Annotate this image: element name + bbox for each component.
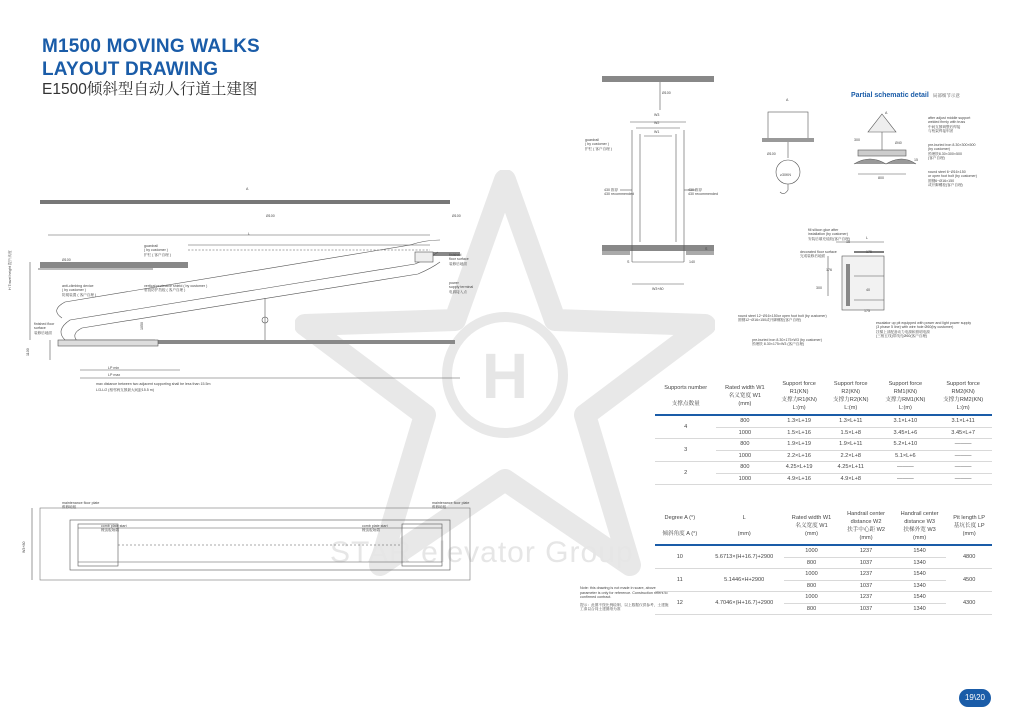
table-cell: ———	[877, 462, 935, 474]
partial-detail-drawing	[852, 106, 918, 182]
table-header-cell: L (mm)	[705, 508, 784, 545]
table-cell: 4.9×L+8	[825, 473, 877, 485]
section-guardrail: guardrail ( by customer ) 护栏 ( 客户自理 )	[585, 138, 612, 151]
table-cell: 1000	[716, 450, 773, 462]
detail-dim-800: 800	[878, 176, 884, 180]
table-header-cell: Support force RM2(KN) 支撑力RM2(KN) L:(m)	[934, 378, 992, 415]
finished-floor-left: finished floor surface 装修后地面	[34, 322, 55, 335]
note-en: Note: this drawing is not made in scare, above parameter is only for reference. Construction refers to confirmed contract.	[580, 586, 668, 600]
maintenance-plate-left: maintenance floor plate 维修地板	[62, 501, 100, 510]
table-cell: 1340	[893, 580, 947, 592]
section-w3: W3	[654, 113, 660, 117]
table-cell: 800	[716, 439, 773, 451]
table-cell: ———	[934, 439, 992, 451]
table-cell: 1237	[839, 569, 893, 581]
table-cell: 1.3×L+11	[825, 415, 877, 427]
table-cell: 1000	[716, 473, 773, 485]
section-w3-plus-80: W3+80	[652, 287, 664, 291]
table-cell: 1037	[839, 603, 893, 615]
detail-dim-300b: 300	[816, 286, 822, 290]
table-cell: 3.1×L+10	[877, 415, 935, 427]
detail-dim-176: 176	[826, 268, 832, 272]
detail-decorated-floor: decorated floor surface 完成装修后地面	[800, 250, 837, 259]
table-cell: 1000	[784, 569, 840, 581]
table-cell: 5.1×L+6	[877, 450, 935, 462]
max-distance-note-cn: L/3-L/2 (相邻两支撑最大间距15.5 m)	[96, 388, 154, 392]
table-cell: 4.7046×(H+16.7)+2900	[705, 592, 784, 615]
table-cell: 2.2×L+16	[773, 450, 825, 462]
table-header-cell: Support force R2(KN) 支撑力R2(KN) L:(m)	[825, 378, 877, 415]
table-cell: 4.25×L+11	[825, 462, 877, 474]
dim-phi100-side-a: Ø100	[266, 214, 275, 218]
table-cell: 2	[655, 462, 716, 485]
degree-table	[655, 508, 992, 615]
detail-round-steel: round steel 6~Ø16×150 or open foot bolt (by customer) 圆钢6~Ø16×150 或开脚螺栓(客户自理)	[928, 170, 977, 188]
detail-dim-top-2: L	[866, 236, 868, 240]
table-cell: 2.2×L+8	[825, 450, 877, 462]
detail-after-adjust: after adjust middle support welded firmly with truss 中间支撑调整后焊接 与桁架焊接牢固	[928, 116, 971, 134]
subtitle: E1500倾斜型自动人行道土建图	[42, 81, 258, 98]
table-cell: 4.25×L+19	[773, 462, 825, 474]
table-row	[655, 545, 992, 557]
page-number: 19\20	[959, 689, 991, 707]
table-cell: 1340	[893, 603, 947, 615]
table-cell: 1540	[893, 592, 947, 604]
table-cell: 800	[784, 603, 840, 615]
table-cell: 800	[784, 557, 840, 569]
table-cell: 1237	[839, 545, 893, 557]
hook-label-a: A	[786, 98, 789, 102]
detail-pre-buried-iron: pre-buried iron 8.30×175×W3 (by customer) 预埋铁 8.30×175×W3 (客户自理)	[752, 338, 822, 347]
table-cell: 3.1×L+11	[934, 415, 992, 427]
support-force-table	[655, 378, 992, 485]
dim-1050: 1050	[140, 322, 144, 330]
section-w1: W1	[654, 130, 660, 134]
detail-pre-buried-steel: pre-buried iron 8.30×300×500 (by customer) 预埋铁8.30×300×500 (客户自理)	[928, 143, 976, 161]
note-cn: 提示：此图不按比例绘制，以上数据仅供参考，土建施工请以合同土建图纸为准	[580, 602, 669, 612]
table-header-cell: Support force R1(KN) 支撑力R1(KN) L:(m)	[773, 378, 825, 415]
table-header-cell: Support force RM1(KN) 支撑力RM1(KN) L:(m)	[877, 378, 935, 415]
plan-view-drawing	[20, 498, 475, 590]
table-cell: 1.3×L+19	[773, 415, 825, 427]
section-dim-s2: S	[705, 247, 708, 251]
table-cell: 1540	[893, 569, 947, 581]
detail-dim-top-1: 15	[846, 240, 850, 244]
partial-detail-title: Partial schematic detail 局部细节示意	[851, 92, 960, 99]
table-cell: 3.45×L+7	[934, 427, 992, 439]
dim-L: L	[248, 232, 250, 236]
power-supply: power supply terminal 电源接入点	[449, 281, 474, 294]
table-row	[655, 415, 992, 427]
detail-dim-300: 300	[854, 138, 860, 142]
table-cell: 1.9×L+11	[825, 439, 877, 451]
comb-plate-right: comb plate start 梳齿板始端	[362, 524, 388, 533]
maintenance-plate-right: maintenance floor plate 维修地板	[432, 501, 470, 510]
table-cell: 12	[655, 592, 705, 615]
table-cell: 4300	[946, 592, 992, 615]
watermark-letter: H	[481, 340, 529, 412]
table-cell: 1.5×L+16	[773, 427, 825, 439]
section-phi100: Ø100	[662, 91, 671, 95]
detail-dim-40: 40	[866, 288, 870, 292]
table-cell: 11	[655, 569, 705, 592]
table-cell: 4.9×L+16	[773, 473, 825, 485]
dim-lp-max: LP max	[108, 373, 121, 377]
drawing-note	[580, 586, 672, 612]
plan-w3-plus-80: W3+80	[22, 541, 26, 553]
dim-phi100-side-b: Ø100	[452, 214, 461, 218]
guardrail-label-side: guardrail ( by customer ) 护栏 ( 客户自理 )	[144, 244, 171, 257]
dim-1100: 1100	[26, 348, 30, 356]
detail-label-a: A	[885, 111, 888, 115]
table-cell: 1037	[839, 557, 893, 569]
max-distance-note: max distance between two adjacent supporting shall be less than 15.5m	[96, 382, 211, 386]
section-rec-430-left: 430 推荐 430 recommended	[604, 188, 634, 197]
table-cell: ———	[877, 473, 935, 485]
table-cell: 5.1446×H+2900	[705, 569, 784, 592]
section-w2: W2	[654, 121, 660, 125]
watermark-text: STAR elevator Group	[330, 536, 634, 569]
table-header-cell: Degree A (°) 倾斜角度 A (°)	[655, 508, 705, 545]
detail-dim-175: 175	[866, 250, 872, 254]
table-cell: 3	[655, 439, 716, 462]
detail-dim-phi: Ø40	[895, 141, 902, 145]
table-cell: ———	[934, 450, 992, 462]
table-cell: 1037	[839, 580, 893, 592]
vertical-shield: vertical protective shield ( by customer ) 垂直防护挡板 ( 客户自理 )	[144, 284, 208, 293]
table-cell: 5.2×L+10	[877, 439, 935, 451]
table-cell: 800	[784, 580, 840, 592]
finished-floor-right: finished floor surface 装修后地面	[449, 253, 469, 266]
section-dim-s: S	[627, 260, 630, 264]
table-cell: 4	[655, 415, 716, 439]
table-cell: 800	[716, 462, 773, 474]
table-cell: 10	[655, 545, 705, 569]
table-cell: 1000	[716, 427, 773, 439]
table-row	[655, 569, 992, 581]
table-header-cell: Supports number 支撑点数量	[655, 378, 716, 415]
table-cell: 1237	[839, 592, 893, 604]
table-cell: 5.6713×(H+16.7)+2900	[705, 545, 784, 569]
table-row	[655, 462, 992, 474]
table-row	[655, 592, 992, 604]
table-cell: 800	[716, 415, 773, 427]
table-header-cell: Rated width W1 名义宽度 W1 (mm)	[716, 378, 773, 415]
table-cell: 1000	[784, 545, 840, 557]
title-line-1: M1500 MOVING WALKS	[42, 36, 260, 57]
detail-dim-15: 15	[914, 158, 918, 162]
detail-fill-silicon: fill silicon glue after installation (by customer) 安装后填充硅胶(客户自理)	[808, 228, 850, 241]
table-cell: 1.9×L+19	[773, 439, 825, 451]
table-cell: 4500	[946, 569, 992, 592]
table-cell: 1340	[893, 557, 947, 569]
section-dim-140: 140	[689, 260, 695, 264]
hook-view-drawing	[760, 102, 815, 200]
table-cell: 1.5×L+8	[825, 427, 877, 439]
table-row	[655, 439, 992, 451]
table-cell: 1540	[893, 545, 947, 557]
detail-dim-175b: 175	[864, 309, 870, 313]
comb-plate-left: comb plate start 梳齿板始端	[101, 524, 127, 533]
table-header-cell: Handrail center distance W2 扶手中心距 W2 (mm)	[839, 508, 893, 545]
detail-escalator-pit: escalator up pit equipped with power and light power supply (3 phase 5 line) with wire hole Ø60(by customer) 扶梯上部配备动力电源和照明电源 (三相五线)带线孔Ø60(客户自理)	[876, 321, 972, 339]
table-cell: 3.45×L+6	[877, 427, 935, 439]
phi100-left: Ø100	[62, 258, 71, 262]
travel-height: H Travel height 提升高度	[8, 250, 12, 290]
detail-round-steel-2: round steel 12~Ø16×150or open foot bolt (by customer) 圆钢12~Ø16×150或开脚螺栓(客户自理)	[738, 314, 827, 323]
table-cell: 4800	[946, 545, 992, 569]
table-header-cell: Rated width W1 名义宽度 W1 (mm)	[784, 508, 840, 545]
title-line-2: LAYOUT DRAWING	[42, 59, 219, 80]
hook-load: ≥30KN	[780, 173, 791, 177]
hook-phi100: Ø100	[767, 152, 776, 156]
table-cell: 1000	[784, 592, 840, 604]
dim-lp-min: LP min	[108, 366, 120, 370]
table-header-cell: Pit length LP 基坑长度 LP (mm)	[946, 508, 992, 545]
anti-climbing: anti-climbing device ( by customer ) 防爬装置 ( 客户自理 )	[62, 284, 97, 297]
section-rec-430-right: 430 推荐 430 recommended	[688, 188, 718, 197]
dim-a-side: A	[246, 187, 249, 191]
pit-detail-drawing	[806, 236, 888, 316]
table-cell: ———	[934, 462, 992, 474]
table-cell: ———	[934, 473, 992, 485]
table-header-cell: Handrail center distance W3 扶梯外宽 W3 (mm)	[893, 508, 947, 545]
